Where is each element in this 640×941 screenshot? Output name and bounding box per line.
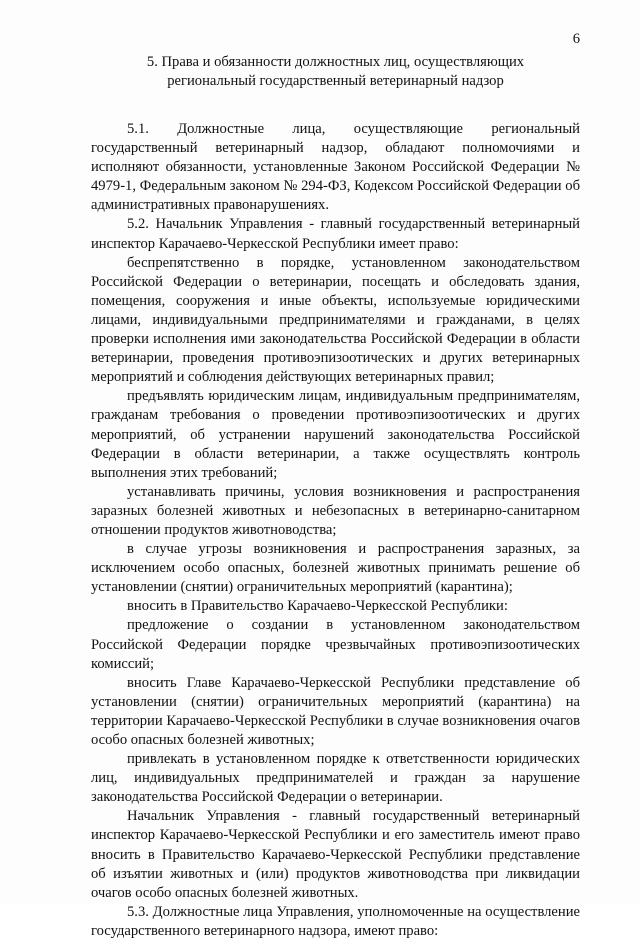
paragraph-5-3: 5.3. Должностные лица Управления, уполномоченные на осуществление государственного ветеринарного надзора, имеют право: [91,903,580,939]
document-body [91,120,580,941]
section-heading [91,0,580,91]
paragraph-right-submit-head: вносить Главе Карачаево-Черкесской Республики представление об установлении (снятии) ограничительных мероприятий (карантина) на территории Карачаево-Черкесской Республики в случае возникновения очагов особо опасных болезней животных; [91,674,580,748]
paragraph-right-prosecute: привлекать в установленном порядке к ответственности юридических лиц, индивидуальных предпринимателей и граждан за нарушение законодательства Российской Федерации о ветеринарии. [91,751,580,806]
paragraph-5-1: 5.1. Должностные лица, осуществляющие региональный государственный ветеринарный надзор, обладают полномочиями и исполняют обязанности, установленные Законом Российской Федерации № 4979-1, Федеральным законом № 294-ФЗ, Кодексом Российской Федерации об административных правонарушениях. [91,121,580,214]
paragraph-right-quarantine: в случае угрозы возникновения и распространения заразных, за исключением особо опасных, болезней животных принимать решение об установлении (снятии) ограничительных мероприятий (карантина); [91,541,580,596]
page-number: 6 [572,31,580,47]
section-heading-line-1: 5. Права и обязанности должностных лиц, осуществляющих [146,54,525,70]
paragraph-commission-proposal: предложение о создании в установленном законодательством Российской Федерации порядке чрезвычайных противоэпизоотических комиссий; [91,617,580,672]
paragraph-right-submit-government: вносить в Правительство Карачаево-Черкесской Республики: [127,598,508,615]
section-heading-line-2: региональный государственный ветеринарный надзор [167,73,504,89]
paragraph-5-2: 5.2. Начальник Управления - главный государственный ветеринарный инспектор Карачаево-Черкесской Республики имеет право: [91,216,580,252]
paragraph-head-and-deputy: Начальник Управления - главный государственный ветеринарный инспектор Карачаево-Черкесской Республики и его заместитель имеют право вносить в Правительство Карачаево-Черкесской Республики представление об изъятии животных и (или) продуктов животноводства при ликвидации очагов особо опасных болезней животных. [91,808,580,901]
paragraph-right-demand: предъявлять юридическим лицам, индивидуальным предпринимателям, гражданам требования о проведении противоэпизоотических и других мероприятий, об устранении нарушений законодательства Российской Федерации в области ветеринарии, а также осуществлять контроль выполнения этих требований; [91,388,580,481]
paragraph-right-establish-causes: устанавливать причины, условия возникновения и распространения заразных болезней животных и небезопасных в ветеринарно-санитарном отношении продуктов животноводства; [91,483,580,538]
paragraph-right-inspect: беспрепятственно в порядке, установленном законодательством Российской Федерации о ветеринарии, посещать и обследовать здания, помещения, сооружения и иные объекты, используемые юридическими лицами, индивидуальными предпринимателями и гражданами, в целях проверки исполнения ими законодательства Российской Федерации в области ветеринарии, проведения противоэпизоотических и других ветеринарных мероприятий и соблюдения действующих ветеринарных правил; [91,254,580,386]
